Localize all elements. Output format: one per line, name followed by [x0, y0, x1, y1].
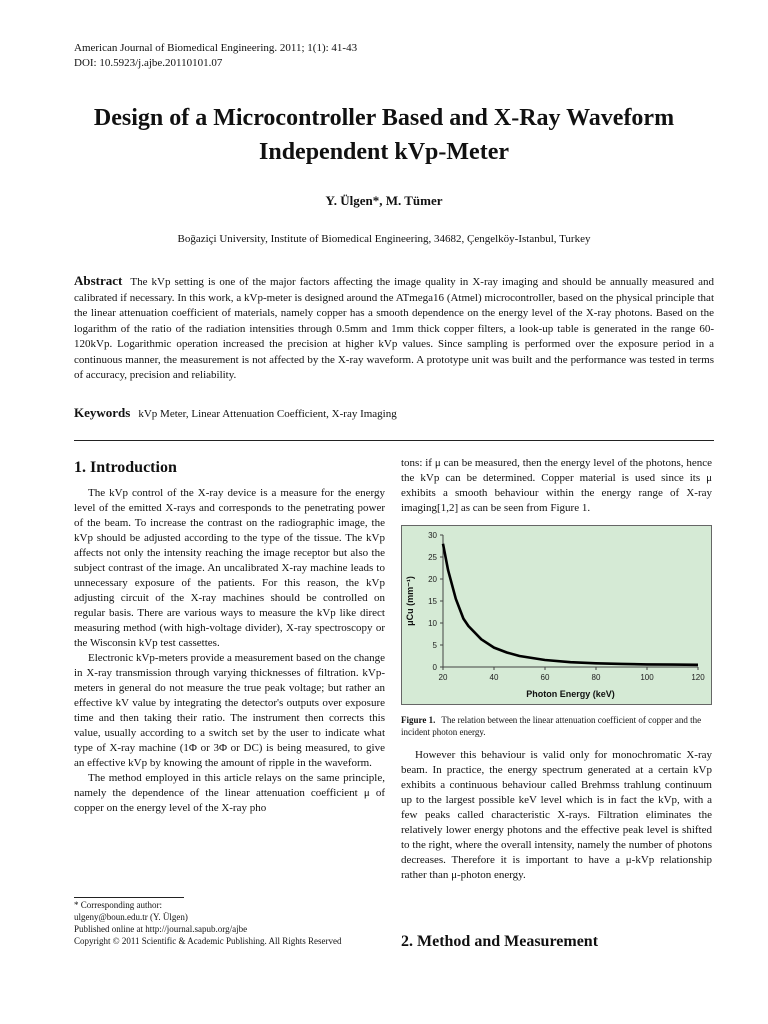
y-tick-label: 5 — [432, 641, 437, 650]
journal-header — [74, 41, 357, 71]
abstract-block — [74, 273, 714, 384]
y-tick-label: 0 — [432, 663, 437, 672]
x-axis-label: Photon Energy (keV) — [526, 689, 615, 699]
y-axis-label: μCu (mm⁻¹) — [405, 576, 415, 626]
x-tick-label: 20 — [438, 673, 448, 682]
footnote-email: ulgeny@boun.edu.tr (Y. Ülgen) — [74, 912, 188, 922]
intro-paragraph-2: Electronic kVp-meters provide a measurement based on the change in X-ray transmission through varying thicknesses of filtration. kVp-meters in general do not measure the true peak voltage; but rather an effective kV value by integrating the detector's outputs over exposure time and then taking their ratio. The instrument then corrects this value, usually according to a switch set by the user to indicate what type of X-ray machine (1Φ or 3Φ or DC) is being measured, to give an effective kVp by knowing the amount of ripple in the waveform. — [74, 652, 385, 769]
y-tick-label: 15 — [428, 597, 437, 606]
y-tick-label: 20 — [428, 575, 437, 584]
attenuation-chart — [401, 525, 712, 705]
method-heading: 2. Method and Measurement — [401, 933, 599, 950]
chart-background — [402, 526, 712, 705]
abstract-label: Abstract — [74, 273, 123, 288]
keywords-block — [74, 405, 397, 421]
footnotes — [74, 899, 394, 947]
left-column — [74, 456, 385, 816]
paper-affiliation: Boğaziçi University, Institute of Biomedical Engineering, 34682, Çengelköy-Istanbul, Turkey — [177, 233, 591, 245]
intro-paragraph-1: The kVp control of the X-ray device is a measure for the energy level of the emitted X-rays and corresponds to the penetrating power of the beam. To increase the contrast on the radiographic image, the kVp should be adjusted according to the type of the tissue. The kVp affects not only the intensity reaching the image receptor but also the subject contrast of the image. An uncalibrated X-ray machine leads to unnecessary exposure of the patients. For this reason, the kVp adjusting circuit of the X-ray machines should be controlled on regular basis. There are various ways to measure the kVp like direct measuring method (with high-voltage divider), X-ray spectroscopy or the Wisconsin kVp test cassettes. — [74, 487, 385, 649]
footnote-divider — [74, 897, 184, 898]
footnote-published: Published online at http://journal.sapub.org/ajbe — [74, 924, 248, 934]
journal-doi: DOI: 10.5923/j.ajbe.20110101.07 — [74, 57, 223, 69]
right-paragraph-2: However this behaviour is valid only for monochromatic X-ray beam. In practice, the energy spectrum generated at a certain kVp exhibits a continuous behaviour called Brehmss trahlung continuum up to the largest possible keV level which is in fact the kVp, with a few peaks called characteristic X-rays. Filtration eliminates the relatively lower energy photons and the effective peak level is shifted to the right, where the overall intensity, namely the number of photons decreases. Therefore it is important to have a μ-kVp relationship rather than μ-photon energy. — [401, 749, 712, 881]
journal-citation: American Journal of Biomedical Engineering. 2011; 1(1): 41-43 — [74, 42, 358, 54]
right-column — [401, 456, 712, 883]
keywords-label: Keywords — [74, 405, 131, 420]
y-tick-label: 30 — [428, 531, 437, 540]
figure-caption — [401, 714, 712, 738]
intro-paragraph-3: The method employed in this article relays on the same principle, namely the dependence of the linear attenuation coefficient μ of copper on the energy level of the X-ray pho — [74, 772, 385, 814]
right-paragraph-1: tons: if μ can be measured, then the energy level of the photons, hence the kVp can be determined. Copper material is used since its μ exhibits a smooth behaviour within the energy range of X-ray imaging[1,2] as can be seen from Figure 1. — [401, 457, 712, 514]
paper-authors: Y. Ülgen*, M. Tümer — [325, 193, 443, 208]
footnote-copyright: Copyright © 2011 Scientific & Academic Publishing. All Rights Reserved — [74, 936, 342, 946]
x-tick-label: 120 — [691, 673, 705, 682]
y-tick-label: 10 — [428, 619, 437, 628]
x-tick-label: 80 — [591, 673, 601, 682]
y-tick-label: 25 — [428, 553, 437, 562]
paper-title: Design of a Microcontroller Based and X-Ray Waveform Independent kVp-Meter — [93, 105, 675, 165]
keywords-text: kVp Meter, Linear Attenuation Coefficient, X-ray Imaging — [138, 408, 397, 420]
figure-caption-label: Figure 1. — [401, 715, 436, 725]
footnote-corresponding: * Corresponding author: — [74, 900, 162, 910]
x-tick-label: 60 — [540, 673, 550, 682]
figure-caption-text: The relation between the linear attenuation coefficient of copper and the incident photon energy. — [401, 715, 702, 737]
abstract-text: The kVp setting is one of the major factors affecting the image quality in X-ray imaging and should be annually measured and calibrated if necessary. In this work, a kVp-meter is designed around the ATmega16 (Atmel) microcontroller, based on the physical principle that the linear attenuation coefficient of materials, namely copper has a smooth dependence on the energy level of the X-ray photons. Based on the logarithm of the ratio of the radiation intensities through 0.5mm and 1mm thick copper filters, a look-up table is generated in the range 60-120kVp. Logarithmic operation increased the precision at higher kVp values. Since sampling is performed over the exposure period in a continuous manner, the measurement is not affected by the X-ray waveform. A prototype unit was built and the performance was tested in terms of accuracy, precision and reliability. — [74, 276, 714, 381]
header-divider — [74, 440, 714, 441]
x-tick-label: 100 — [640, 673, 654, 682]
intro-heading: 1. Introduction — [74, 459, 177, 476]
x-tick-label: 40 — [489, 673, 499, 682]
